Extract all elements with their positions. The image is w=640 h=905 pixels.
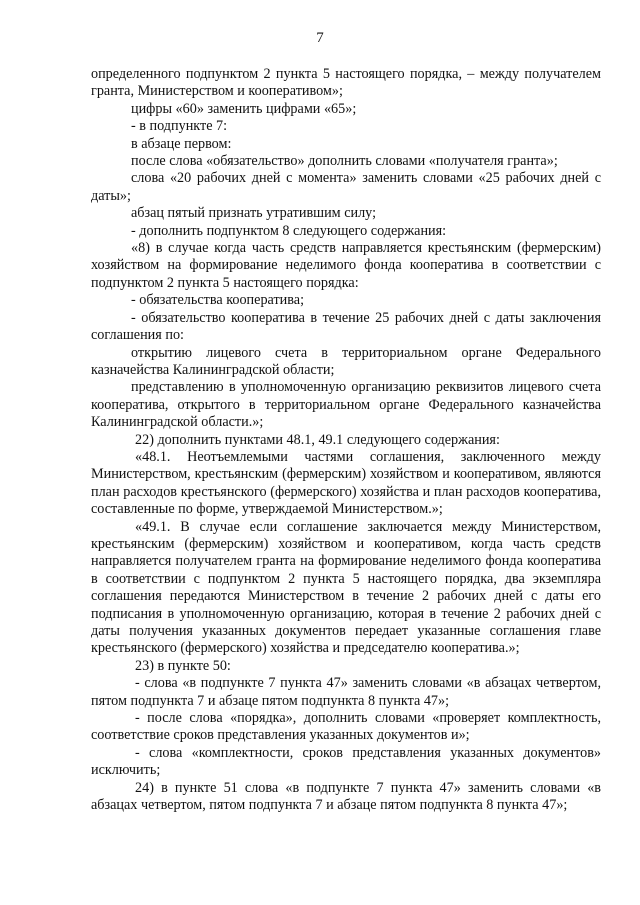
paragraph: - слова «комплектности, сроков представления указанных документов» исключить; xyxy=(91,744,601,779)
paragraph: цифры «60» заменить цифрами «65»; xyxy=(131,100,357,117)
paragraph: «48.1. Неотъемлемыми частями соглашения, заключенного между Министерством, крестьянским (фермерским) хозяйством и кооперативом, являются план расходов крестьянского (фермерского) хозяйства и план расходов кооператива, составленные по форме, утверждаемой Министерством.»; xyxy=(91,448,601,518)
paragraph: «8) в случае когда часть средств направляется крестьянским (фермерским) хозяйством на формирование неделимого фонда кооператива в соответствии с подпунктом 2 пункта 5 настоящего порядка: xyxy=(91,240,601,291)
paragraph: абзац пятый признать утратившим силу; xyxy=(131,205,377,222)
paragraph: «49.1. В случае если соглашение заключается между Министерством, крестьянским (фермерским) хозяйством и кооперативом, когда часть средств направляется получателем гранта на формирование неделимого фонда кооператива в соответствии с подпунктом 2 пункта 5 настоящего порядка, два экземпляра соглашения передаются Министерством в течение 2 рабочих дней с даты его подписания в уполномоченную организацию, которая в течение 2 рабочих дней с даты получения указанных документов передает указанные соглашения главе крестьянского (фермерского) хозяйства и председателю кооператива.»; xyxy=(91,518,601,657)
paragraph: - после слова «порядка», дополнить словами «проверяет комплектность, соответствие сроков представления указанных документов и»; xyxy=(91,710,601,744)
paragraph: в абзаце первом: xyxy=(131,135,232,152)
paragraph: - обязательство кооператива в течение 25 рабочих дней с даты заключения соглашения по: xyxy=(91,309,601,344)
paragraph: открытию лицевого счета в территориальном органе Федерального казначейства Калининградской области; xyxy=(91,344,601,378)
paragraph: - в подпункте 7: xyxy=(131,118,228,135)
paragraph: - обязательства кооператива; xyxy=(131,292,305,309)
paragraph: 24) в пункте 51 слова «в подпункте 7 пункта 47» заменить словами «в абзацах четвертом, пятом подпункта 7 и абзаце пятом подпункта 8 пункта 47»; xyxy=(91,779,601,814)
paragraph: 22) дополнить пунктами 48.1, 49.1 следующего содержания: xyxy=(135,431,500,448)
page-number: 7 xyxy=(316,30,324,46)
paragraph: определенного подпунктом 2 пункта 5 настоящего порядка, – между получателем гранта, Министерством и кооперативом»; xyxy=(91,66,601,100)
paragraph: после слова «обязательство» дополнить словами «получателя гранта»; xyxy=(131,153,558,170)
paragraph: представлению в уполномоченную организацию реквизитов лицевого счета кооператива, открытого в территориальном органе Федерального казначейства Калининградской области.»; xyxy=(91,379,601,431)
paragraph: 23) в пункте 50: xyxy=(135,657,231,674)
paragraph: - слова «в подпункте 7 пункта 47» заменить словами «в абзацах четвертом, пятом подпункта 7 и абзаце пятом подпункта 8 пункта 47»; xyxy=(91,675,601,709)
document-body xyxy=(91,66,601,814)
paragraph: - дополнить подпунктом 8 следующего содержания: xyxy=(131,222,447,239)
paragraph: слова «20 рабочих дней с момента» заменить словами «25 рабочих дней с даты»; xyxy=(91,170,601,204)
